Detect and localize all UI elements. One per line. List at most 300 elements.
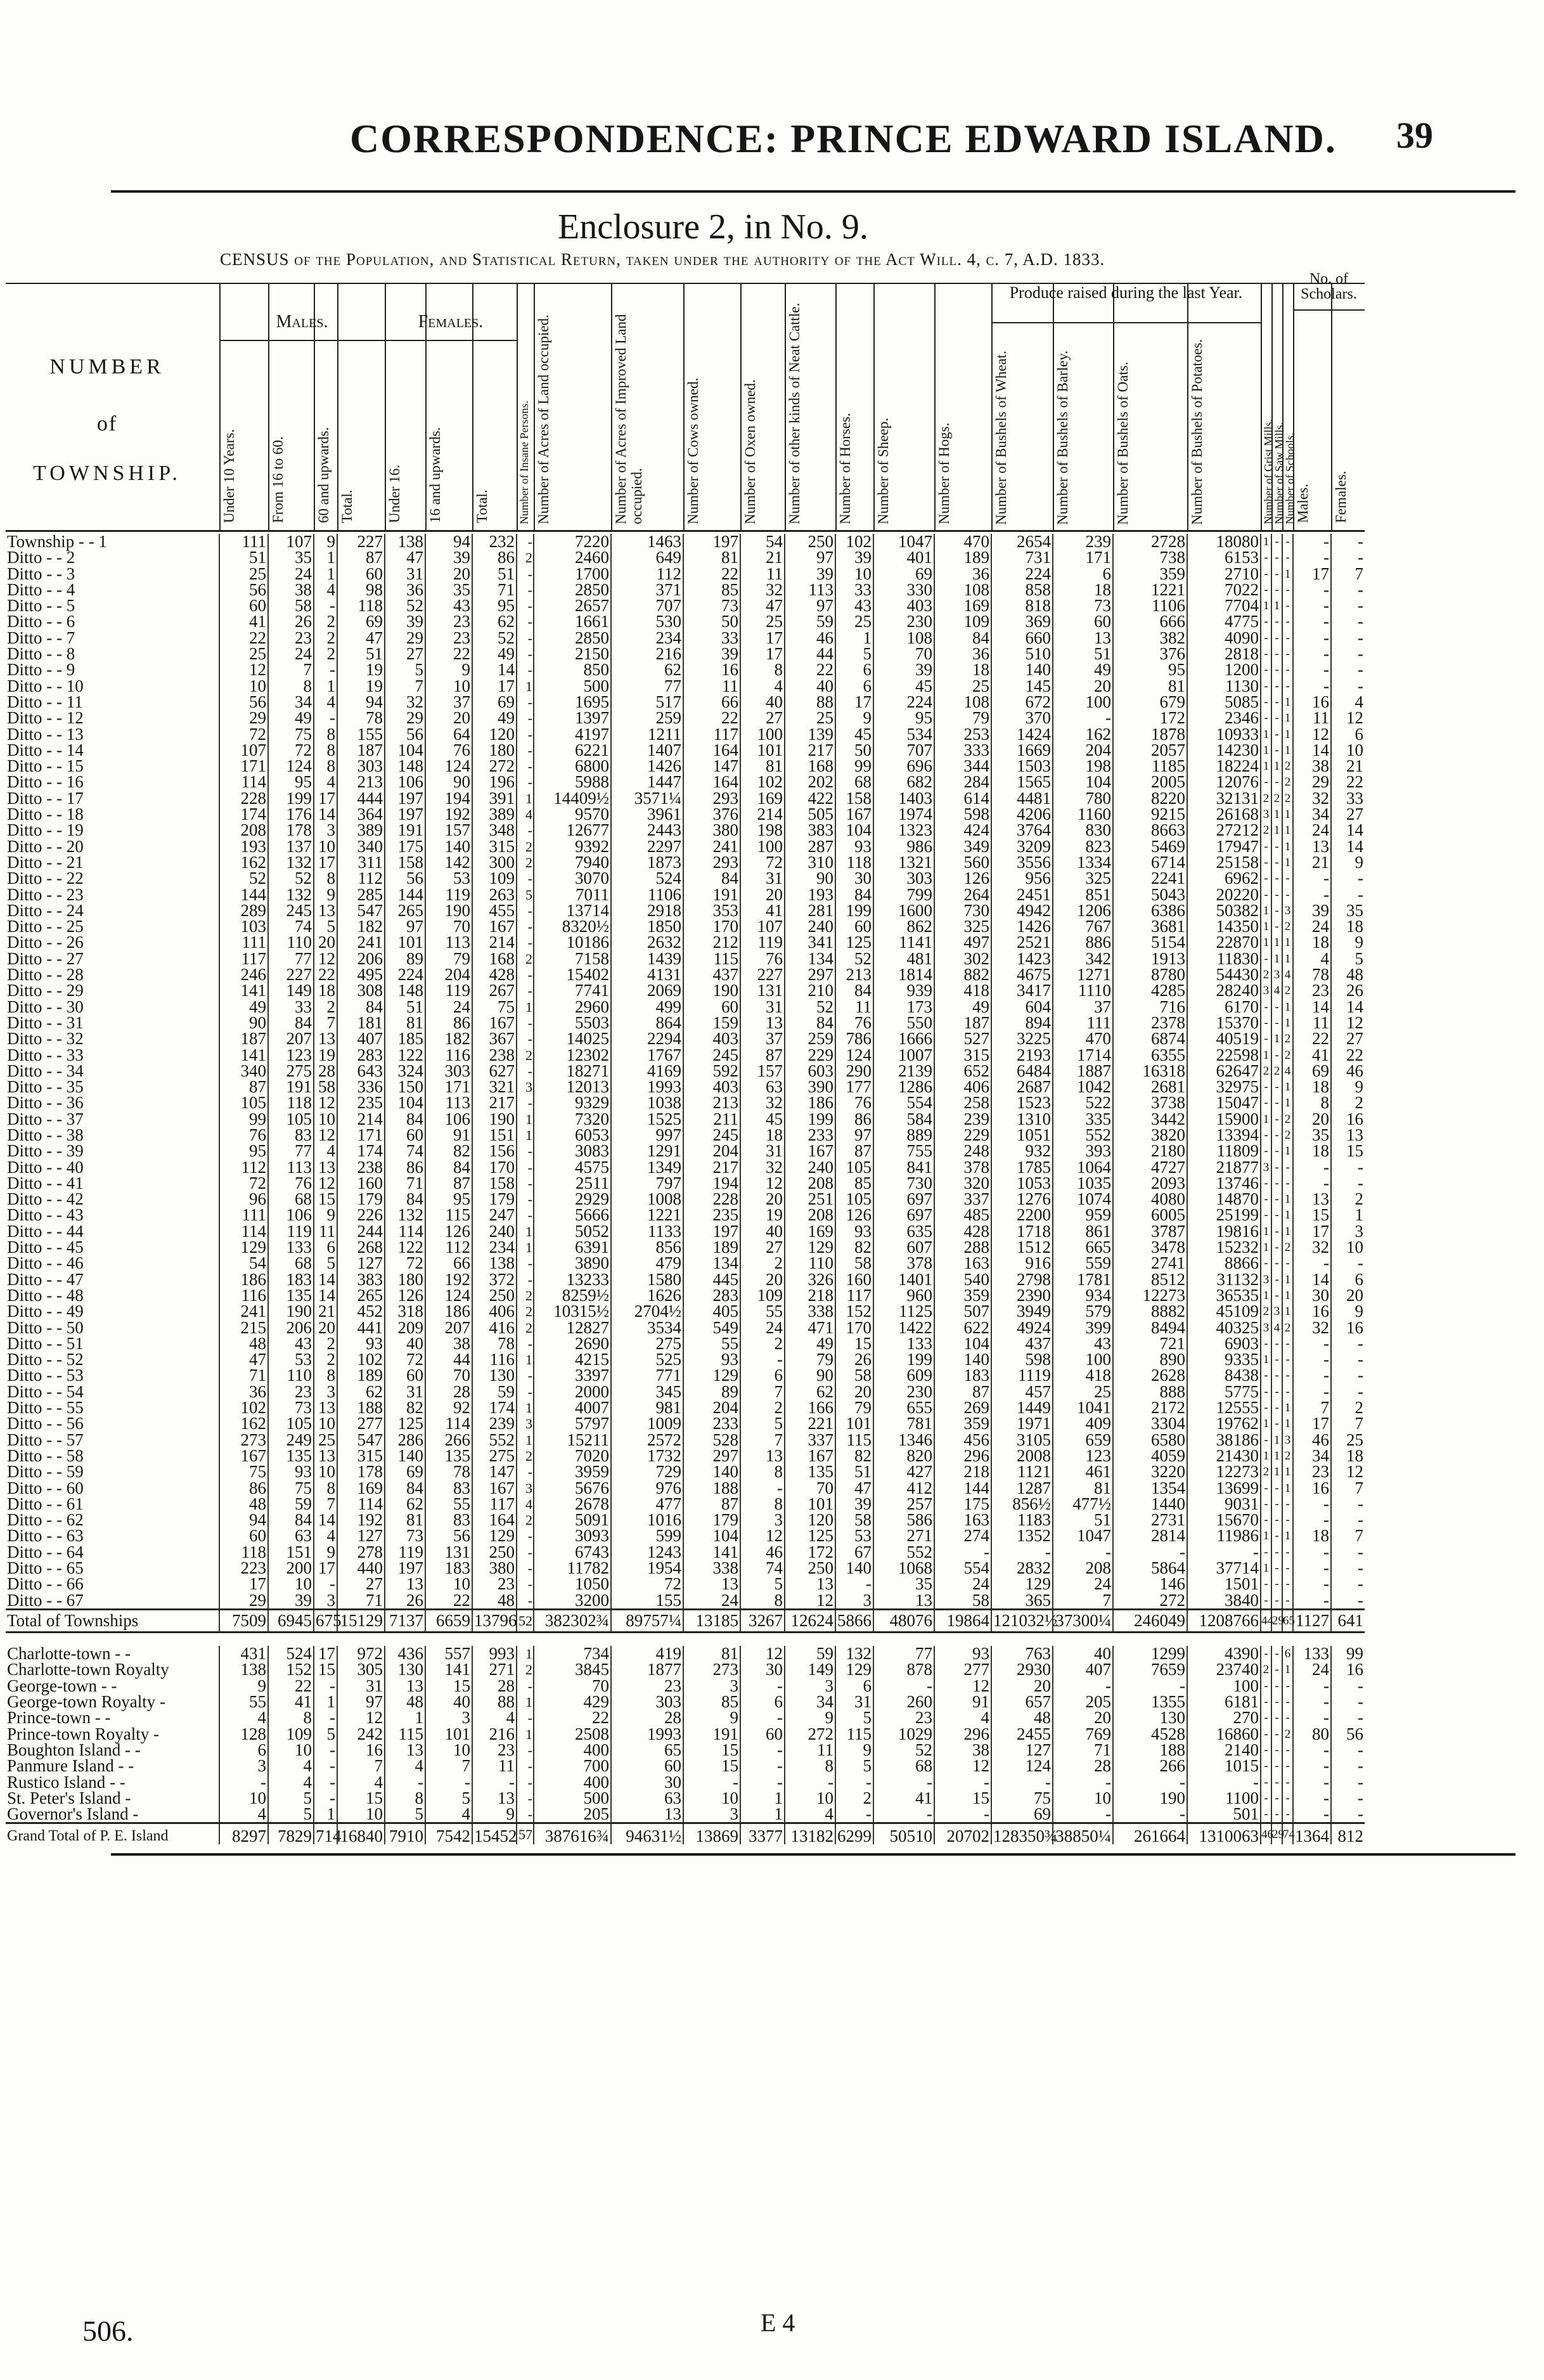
table-cell: 4	[1271, 1320, 1282, 1336]
table-cell: 10	[219, 1790, 268, 1806]
table-cell: -	[873, 1678, 934, 1694]
table-cell: 20	[1293, 1111, 1331, 1127]
table-cell: 7	[740, 1432, 785, 1448]
table-cell: 495	[337, 967, 385, 983]
table-cell: 11	[472, 1758, 517, 1774]
table-cell: 248	[934, 1143, 991, 1159]
table-cell: 95	[873, 710, 934, 726]
table-cell: 54	[219, 1255, 268, 1271]
table-cell: 179	[337, 1191, 385, 1207]
table-cell: 3	[517, 1416, 534, 1432]
table-cell: 78	[425, 1464, 472, 1480]
table-cell: 28	[314, 1063, 337, 1079]
table-cell: 1426	[991, 919, 1053, 935]
table-cell: 1160	[1053, 806, 1113, 822]
row-label: Ditto - - 47	[7, 1269, 84, 1289]
table-cell: -	[1113, 1678, 1187, 1694]
table-cell: 53	[425, 870, 472, 886]
table-cell: 882	[934, 967, 991, 983]
table-cell: 315	[472, 839, 517, 855]
table-cell: 157	[425, 822, 472, 838]
table-cell: 2140	[1187, 1742, 1261, 1758]
table-cell: -	[1282, 1790, 1293, 1806]
table-cell: 174	[472, 1400, 517, 1416]
table-cell: 147	[472, 1464, 517, 1480]
table-cell: 213	[337, 774, 385, 790]
table-cell: 1	[1271, 822, 1282, 838]
table-cell: 133	[1293, 1646, 1331, 1662]
table-cell: 75	[268, 1480, 314, 1496]
table-cell: 851	[1053, 887, 1113, 903]
table-cell: -	[1331, 678, 1365, 694]
table-cell: 45	[740, 1111, 785, 1127]
table-cell: 198	[1053, 758, 1113, 774]
table-cell: 1	[1282, 1416, 1293, 1432]
table-cell: -	[1331, 887, 1365, 903]
row-label: Ditto - - 41	[7, 1173, 84, 1193]
table-cell: 2	[517, 951, 534, 967]
table-cell: 2200	[991, 1207, 1053, 1223]
table-cell: 3478	[1113, 1239, 1187, 1255]
table-cell: 2	[1282, 983, 1293, 999]
table-cell: 552	[472, 1432, 517, 1448]
table-cell: 87	[934, 1384, 991, 1400]
table-cell: -	[1261, 1806, 1271, 1823]
table-cell: 1074	[1053, 1191, 1113, 1207]
table-row	[6, 822, 1365, 838]
table-cell: 148	[385, 758, 425, 774]
table-cell: 118	[219, 1544, 268, 1560]
table-cell: 12013	[534, 1079, 611, 1095]
table-cell: 31	[740, 1143, 785, 1159]
column-label: Number of Bushels of Potatoes.	[1189, 339, 1205, 525]
table-cell: -	[1282, 870, 1293, 886]
table-cell: 524	[268, 1646, 314, 1662]
table-cell: 87	[740, 1047, 785, 1063]
table-cell: 62	[337, 1384, 385, 1400]
table-cell: 17	[740, 646, 785, 662]
table-cell: 106	[385, 774, 425, 790]
row-label: Ditto - - 4	[7, 579, 75, 599]
table-cell: 23	[268, 1384, 314, 1400]
table-cell: 452	[337, 1303, 385, 1319]
table-cell: 227	[337, 534, 385, 550]
table-cell: 189	[683, 1239, 740, 1255]
table-cell: 151	[472, 1127, 517, 1143]
table-cell: 13	[314, 1448, 337, 1464]
table-cell: 171	[425, 1079, 472, 1095]
table-cell: 22598	[1187, 1047, 1261, 1063]
table-cell: 2704½	[611, 1303, 683, 1319]
table-cell: 16	[1331, 1111, 1365, 1127]
table-cell: 18224	[1187, 758, 1261, 774]
table-cell: -	[1271, 1111, 1282, 1127]
table-row	[6, 1047, 1365, 1063]
enclosure-heading: Enclosure 2, in No. 9.	[558, 207, 868, 247]
table-cell: 196	[472, 774, 517, 790]
table-cell: -	[1331, 870, 1365, 886]
table-cell: 109	[934, 614, 991, 630]
row-label: Ditto - - 53	[7, 1366, 84, 1385]
table-cell: -	[1293, 630, 1331, 646]
table-cell: -	[1271, 1224, 1282, 1239]
table-cell: -	[1331, 1775, 1365, 1790]
table-cell: -	[1331, 1593, 1365, 1610]
table-cell: -	[1331, 1384, 1365, 1400]
table-cell: 208	[1053, 1560, 1113, 1576]
table-cell: 13182	[785, 1823, 835, 1845]
table-cell: 97	[337, 1694, 385, 1710]
row-label: Ditto - - 3	[7, 564, 75, 583]
table-cell: 192	[337, 1512, 385, 1528]
table-cell: 1814	[873, 967, 934, 983]
table-cell: 50510	[873, 1823, 934, 1845]
table-cell: 6	[835, 678, 873, 694]
table-cell: 383	[785, 822, 835, 838]
table-cell: -	[1282, 582, 1293, 598]
table-cell: 28	[425, 1384, 472, 1400]
row-label: Ditto - - 20	[7, 836, 84, 856]
table-cell: 24	[1293, 1662, 1331, 1678]
table-cell: -	[1331, 1742, 1365, 1758]
table-cell: 1	[1282, 1079, 1293, 1095]
table-cell: 13699	[1187, 1480, 1261, 1496]
table-cell: 1873	[611, 855, 683, 870]
table-cell: 696	[873, 758, 934, 774]
table-cell: 614	[934, 791, 991, 806]
table-cell: 104	[934, 1336, 991, 1352]
table-cell: 29	[1271, 1823, 1282, 1845]
table-cell: 19762	[1187, 1416, 1261, 1432]
table-cell: 308	[337, 983, 385, 999]
table-cell: 315	[337, 1448, 385, 1464]
table-cell: 894	[991, 1015, 1053, 1031]
table-cell: 35	[268, 550, 314, 566]
table-cell: 200	[268, 1560, 314, 1576]
table-cell: 3840	[1187, 1593, 1261, 1610]
table-cell: 82	[835, 1239, 873, 1255]
table-cell: -	[1271, 1127, 1282, 1143]
table-cell: 9	[314, 1207, 337, 1223]
table-cell: 359	[934, 1416, 991, 1432]
table-cell: 2	[740, 1336, 785, 1352]
table-cell: 48	[991, 1710, 1053, 1726]
table-cell: 4	[314, 694, 337, 710]
table-cell: 84	[683, 870, 740, 886]
table-cell: 52	[268, 870, 314, 886]
table-cell: 75	[472, 999, 517, 1015]
table-cell: -	[1271, 1160, 1282, 1175]
table-cell: 152	[268, 1662, 314, 1678]
table-cell: 159	[683, 1015, 740, 1031]
table-cell: 38	[425, 1336, 472, 1352]
table-cell: 14	[314, 1272, 337, 1288]
table-cell: 249	[268, 1432, 314, 1448]
table-cell: -	[1293, 1806, 1331, 1823]
table-cell: 32	[740, 582, 785, 598]
table-cell: 20	[425, 710, 472, 726]
table-cell: -	[517, 614, 534, 630]
table-cell: 83	[425, 1480, 472, 1496]
table-cell: 23	[873, 1710, 934, 1726]
table-cell: 1718	[991, 1224, 1053, 1239]
table-cell: 235	[683, 1207, 740, 1223]
table-cell: 169	[337, 1480, 385, 1496]
table-cell: 24	[683, 1593, 740, 1610]
table-cell: 49	[472, 710, 517, 726]
table-cell: -	[1261, 870, 1271, 886]
table-cell: -	[1271, 710, 1282, 726]
table-cell: 321	[472, 1079, 517, 1095]
table-cell: 172	[785, 1544, 835, 1560]
column-label: Number of Bushels of Oats.	[1115, 361, 1131, 525]
table-cell: 15232	[1187, 1239, 1261, 1255]
table-cell: -	[1271, 1095, 1282, 1111]
table-cell: 2241	[1113, 870, 1187, 886]
table-cell: 657	[991, 1694, 1053, 1710]
table-cell: 20	[991, 1678, 1053, 1694]
table-cell: 11	[1293, 710, 1331, 726]
row-label: Ditto - - 57	[7, 1430, 84, 1449]
table-cell: 11	[740, 566, 785, 582]
table-row	[6, 710, 1365, 726]
table-cell: 235	[337, 1095, 385, 1111]
table-cell: 245	[683, 1047, 740, 1063]
table-cell: -	[517, 646, 534, 662]
table-cell: 94	[337, 694, 385, 710]
table-cell: 4675	[991, 967, 1053, 983]
row-label: George-town Royalty -	[7, 1692, 165, 1712]
table-cell: 20	[425, 566, 472, 582]
table-cell: 187	[934, 1015, 991, 1031]
table-cell: 2960	[534, 999, 611, 1015]
row-label: Ditto - - 64	[7, 1542, 84, 1562]
table-cell: 178	[337, 1464, 385, 1480]
table-cell: 62	[611, 662, 683, 678]
table-row	[6, 774, 1365, 790]
table-cell: 1200	[1187, 662, 1261, 678]
row-label: Prince-town - -	[7, 1708, 111, 1728]
table-cell: 224	[385, 967, 425, 983]
table-cell: -	[1331, 1790, 1365, 1806]
females-group-header-rule	[385, 340, 517, 341]
table-cell: 15047	[1187, 1095, 1261, 1111]
produce-group-header: Produce raised during the last Year.	[1009, 283, 1243, 302]
table-cell: 15	[1293, 1207, 1331, 1223]
table-cell: 39	[268, 1593, 314, 1610]
table-cell: -	[517, 983, 534, 999]
table-cell: 8	[385, 1790, 425, 1806]
header-column-rule	[683, 283, 685, 530]
table-cell: -	[314, 1790, 337, 1806]
table-cell: -	[314, 1742, 337, 1758]
table-cell: -	[740, 1742, 785, 1758]
table-cell: 40	[1053, 1646, 1113, 1662]
bottom-rule	[111, 1853, 1515, 1856]
table-cell: 10	[314, 839, 337, 855]
table-cell: 50382	[1187, 903, 1261, 919]
table-cell: 68	[835, 774, 873, 790]
table-cell: 1029	[873, 1726, 934, 1742]
table-cell: 371	[611, 582, 683, 598]
table-cell: 2850	[534, 582, 611, 598]
table-row	[6, 983, 1365, 999]
table-cell: 213	[683, 1095, 740, 1111]
table-cell: -	[314, 710, 337, 726]
table-cell: -	[1282, 550, 1293, 566]
table-cell: 13185	[683, 1609, 740, 1632]
table-cell: 2850	[534, 630, 611, 646]
table-row	[6, 1528, 1365, 1544]
table-cell: 2654	[991, 534, 1053, 550]
table-cell: 1334	[1053, 855, 1113, 870]
table-cell: 23	[268, 630, 314, 646]
table-cell: -	[314, 662, 337, 678]
table-cell: -	[1282, 678, 1293, 694]
table-cell: 240	[785, 1160, 835, 1175]
table-cell: 77	[268, 951, 314, 967]
table-cell: 13	[785, 1576, 835, 1592]
table-cell: 277	[934, 1662, 991, 1678]
table-cell: 11986	[1187, 1528, 1261, 1544]
table-cell: 115	[835, 1726, 873, 1742]
table-cell: 12076	[1187, 774, 1261, 790]
table-cell: 56	[1331, 1726, 1365, 1742]
table-cell: 287	[785, 839, 835, 855]
table-cell: 39	[785, 566, 835, 582]
table-cell: -	[1271, 630, 1282, 646]
table-cell: 78	[337, 710, 385, 726]
table-cell: 18	[1293, 1079, 1331, 1095]
table-cell: 2	[314, 1336, 337, 1352]
table-cell: 180	[472, 742, 517, 758]
table-cell: 643	[337, 1063, 385, 1079]
table-cell: -	[1271, 582, 1282, 598]
table-cell: 1	[1261, 1224, 1271, 1239]
table-cell: 418	[1053, 1368, 1113, 1383]
table-cell: 812	[1331, 1823, 1365, 1845]
table-cell: 4197	[534, 727, 611, 742]
table-cell: 271	[873, 1528, 934, 1544]
table-cell: 239	[472, 1416, 517, 1432]
table-cell: 40	[740, 1224, 785, 1239]
table-cell: 1185	[1113, 758, 1187, 774]
table-cell: -	[517, 1207, 534, 1223]
table-cell: -	[1261, 550, 1271, 566]
table-cell: -	[219, 1775, 268, 1790]
table-cell: 14350	[1187, 919, 1261, 935]
table-cell: 4285	[1113, 983, 1187, 999]
table-cell: 2	[314, 999, 337, 1015]
table-cell: 108	[873, 630, 934, 646]
table-cell: 85	[683, 1694, 740, 1710]
table-cell: 111	[1053, 1015, 1113, 1031]
table-cell: 378	[873, 1255, 934, 1271]
table-cell: 14	[314, 1288, 337, 1303]
table-cell: 260	[873, 1694, 934, 1710]
table-cell: 12	[1331, 1015, 1365, 1031]
table-cell: 12	[934, 1758, 991, 1774]
table-cell: 4942	[991, 903, 1053, 919]
table-cell: 7011	[534, 887, 611, 903]
table-cell: 305	[337, 1662, 385, 1678]
table-cell: 1	[1282, 935, 1293, 950]
table-cell: 598	[934, 806, 991, 822]
table-cell: 2	[1282, 791, 1293, 806]
table-cell: -	[517, 1742, 534, 1758]
table-cell: -	[1293, 1384, 1331, 1400]
table-cell: 129	[219, 1239, 268, 1255]
table-cell: 224	[991, 566, 1053, 582]
table-cell: 14230	[1187, 742, 1261, 758]
table-cell: 341	[785, 935, 835, 950]
table-cell: -	[740, 1775, 785, 1790]
table-cell: 190	[472, 1111, 517, 1127]
table-cell: 171	[219, 758, 268, 774]
table-cell: 13714	[534, 903, 611, 919]
table-cell: 152	[835, 1303, 873, 1319]
table-cell: 43	[835, 598, 873, 614]
table-cell: -	[1331, 1512, 1365, 1528]
table-cell: 1007	[873, 1047, 934, 1063]
table-cell: 25	[1331, 1432, 1365, 1448]
females-group-header: Females.	[418, 312, 484, 332]
table-cell: 75	[268, 727, 314, 742]
table-cell: -	[1053, 1775, 1113, 1790]
row-label: Ditto - - 2	[7, 548, 75, 567]
table-cell: 16	[1331, 1320, 1365, 1336]
table-cell: 101	[835, 1416, 873, 1432]
table-cell: 8220	[1113, 791, 1187, 806]
table-cell: 497	[934, 935, 991, 950]
row-label: Ditto - - 15	[7, 756, 84, 776]
table-cell: 32	[1293, 1320, 1331, 1336]
table-cell: 11	[683, 678, 740, 694]
table-cell: 1503	[991, 758, 1053, 774]
table-cell: 79	[425, 951, 472, 967]
table-cell: 738	[1113, 550, 1187, 566]
table-cell: 81	[1053, 1480, 1113, 1496]
table-cell: 4059	[1113, 1448, 1187, 1464]
table-cell: 25199	[1187, 1207, 1261, 1223]
table-cell: 241	[337, 935, 385, 950]
table-cell: 191	[268, 1079, 314, 1095]
column-label: Total.	[474, 489, 490, 523]
table-cell: 14	[1293, 999, 1331, 1015]
row-label: Ditto - - 52	[7, 1350, 84, 1369]
table-cell: 259	[611, 710, 683, 726]
table-cell: 557	[425, 1646, 472, 1662]
table-cell: 25	[835, 614, 873, 630]
table-cell: 129	[785, 1239, 835, 1255]
table-cell: 272	[785, 1726, 835, 1742]
table-cell: 192	[425, 1272, 472, 1288]
table-cell: 1	[1261, 903, 1271, 919]
table-cell: 172	[1113, 710, 1187, 726]
column-label: Number of Horses.	[837, 413, 853, 524]
table-cell: 1993	[611, 1079, 683, 1095]
table-cell: 1221	[611, 1207, 683, 1223]
table-cell: 326	[785, 1272, 835, 1288]
table-cell: -	[1261, 1480, 1271, 1496]
table-cell: 1565	[991, 774, 1053, 790]
table-cell: 481	[873, 951, 934, 967]
table-cell: 1	[314, 678, 337, 694]
table-cell: -	[517, 1710, 534, 1726]
table-cell: 3	[1331, 1224, 1365, 1239]
table-cell: 74	[385, 1143, 425, 1159]
table-cell: 1	[1282, 1224, 1293, 1239]
